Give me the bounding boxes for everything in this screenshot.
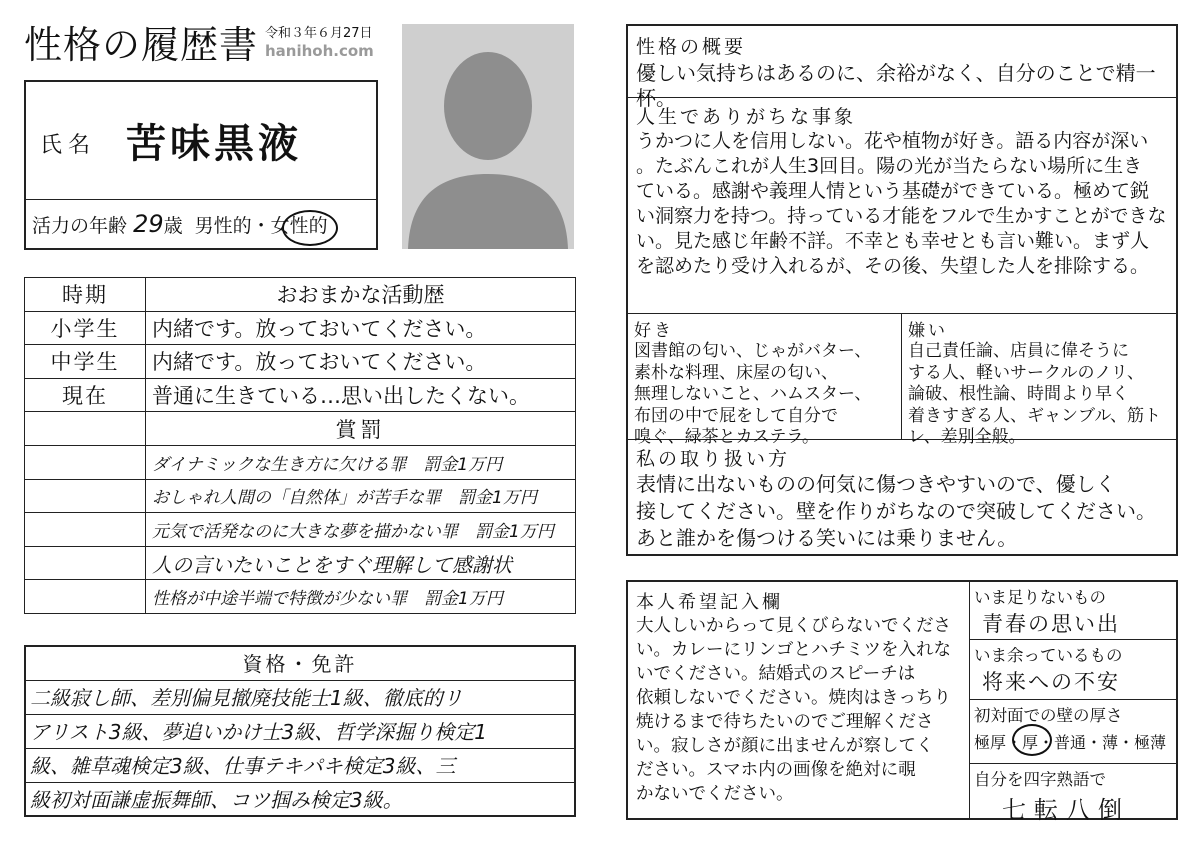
- overview-title: 性格の概要: [636, 36, 747, 58]
- dislikes-line: 着きすぎる人、ギャンブル、筋ト: [908, 405, 1161, 426]
- wishes-line: いでください。結婚式のスピーチは: [636, 664, 916, 684]
- table-row: [25, 513, 576, 547]
- license-line: 級初対面謙虚振舞師、コツ掴み検定3級。: [30, 788, 403, 812]
- age-unit: 歳: [163, 215, 183, 237]
- table-row: [25, 412, 576, 446]
- self-assessment-column: [970, 582, 1178, 824]
- page-title: 性格の履歴書: [24, 23, 259, 67]
- selection-circle: [1012, 724, 1052, 756]
- activity-cell: 内緒です。放っておいてください。: [146, 345, 576, 379]
- wishes-line: 依頼しないでください。焼肉はきっちり: [636, 688, 951, 708]
- likes-line: 無理しないこと、ハムスター、: [634, 384, 872, 404]
- likes-line: 図書館の匂い、じゃがバター、: [634, 341, 872, 361]
- wall-options: 極厚・厚・普通・薄・極薄: [974, 733, 1167, 752]
- person-silhouette-icon: [402, 24, 574, 249]
- lacking-value: 青春の思い出: [982, 612, 1120, 636]
- period-cell: 現在: [25, 378, 146, 412]
- likes-line: 布団の中で屁をして自分で: [634, 405, 838, 426]
- award-cell: おしゃれ人間の「自然体」が苦手な罪 罰金1万円: [146, 479, 576, 513]
- table-row: [25, 311, 576, 345]
- wishes-section: [628, 582, 970, 818]
- site-url: hanihoh.com: [265, 42, 374, 60]
- wall-cell: [970, 700, 1178, 764]
- empty-cell: [25, 479, 146, 513]
- wishes-line: 大人しいからって見くびらないでくださ: [636, 616, 951, 636]
- idiom-value: 七転八倒: [1002, 796, 1130, 824]
- col-period-header: 時期: [25, 278, 146, 312]
- handling-line: あと誰かを傷つける笑いには乗りません。: [636, 526, 1018, 550]
- overview-text: 優しい気持ちはあるのに、余裕がなく、自分のことで精一杯。: [636, 61, 1156, 110]
- wishes-line: い。カレーにリンゴとハチミツを入れな: [636, 640, 951, 660]
- name-box: [24, 80, 378, 250]
- name-label: 氏名: [40, 133, 97, 158]
- age-value: 29: [133, 210, 164, 238]
- overview-section: [628, 26, 1176, 110]
- wishes-line: かないでください。: [636, 784, 794, 804]
- dislikes-line: 論破、根性論、時間より早く: [908, 384, 1129, 404]
- life-events-section: [628, 98, 1176, 314]
- name-value: 苦味黒液: [126, 121, 302, 167]
- table-row: [25, 580, 576, 614]
- selection-circle: [282, 210, 338, 246]
- gender-options: 男性的・女性的: [194, 215, 328, 237]
- age-label: 活力の年齢: [32, 215, 128, 237]
- life-events-line: を認めたり受け入れるが、その後、失望した人を排除する。: [636, 255, 1150, 277]
- empty-cell: [25, 412, 146, 446]
- col-activity-header: おおまかな活動歴: [146, 278, 576, 312]
- award-cell: ダイナミックな生き方に欠ける罪 罰金1万円: [146, 445, 576, 479]
- idiom-cell: [970, 764, 1178, 824]
- award-cell: 元気で活発なのに大きな夢を描かない罪 罰金1万円: [146, 513, 576, 547]
- licenses-box: [24, 645, 576, 817]
- surplus-value: 将来への不安: [982, 670, 1120, 694]
- handling-title: 私の取り扱い方: [636, 448, 791, 470]
- surplus-cell: [970, 640, 1178, 700]
- dislikes-cell: [902, 314, 1178, 447]
- surplus-label: いま余っているもの: [974, 646, 1123, 665]
- wishes-title: 本人希望記入欄: [636, 592, 783, 613]
- likes-line: 嗅ぐ、緑茶とカステラ。: [634, 427, 819, 447]
- wishes-box: [626, 580, 1178, 824]
- likes-cell: [628, 314, 902, 447]
- life-events-line: い洞察力を持つ。持っている才能をフルで生かすことができな: [636, 205, 1167, 227]
- wall-label: 初対面での壁の厚さ: [974, 706, 1123, 725]
- handling-line: 表情に出ないものの何気に傷つきやすいので、優しく: [636, 472, 1116, 496]
- life-events-line: うかつに人を信用しない。花や植物が好き。語る内容が深い: [636, 130, 1149, 152]
- profile-photo: [402, 24, 574, 249]
- empty-cell: [25, 445, 146, 479]
- personality-box: [626, 24, 1178, 556]
- empty-cell: [25, 580, 146, 614]
- dislikes-line: レ、差別全般。: [908, 427, 1026, 447]
- likes-line: 素朴な料理、床屋の匂い、: [634, 362, 838, 383]
- table-row: [25, 546, 576, 580]
- table-row: [25, 378, 576, 412]
- handling-section: [628, 440, 1176, 556]
- period-cell: 小学生: [25, 311, 146, 345]
- likes-title: 好き: [634, 321, 674, 341]
- life-events-line: ている。感謝や義理人情という基礎ができている。極めて鋭: [636, 180, 1150, 202]
- activity-cell: 普通に生きている…思い出したくない。: [146, 378, 576, 412]
- activity-cell: 内緒です。放っておいてください。: [146, 311, 576, 345]
- wishes-line: 焼けるまで待ちたいのでご理解くださ: [636, 712, 934, 732]
- wishes-line: い。寂しさが顔に出ませんが察してく: [636, 736, 934, 756]
- license-line: 二級寂し師、差別偏見撤廃技能士1級、徹底的リ: [26, 681, 574, 715]
- idiom-label: 自分を四字熟語で: [974, 770, 1106, 789]
- lacking-cell: [970, 582, 1178, 640]
- wishes-line: ださい。スマホ内の画像を絶対に覗: [636, 760, 916, 780]
- dislikes-title: 嫌い: [908, 321, 948, 341]
- dislikes-line: する人、軽いサークルのノリ、: [908, 362, 1144, 383]
- lacking-label: いま足りないもの: [974, 588, 1106, 607]
- handling-line: 接してください。壁を作りがちなので突破してください。: [636, 499, 1156, 523]
- table-row: [25, 345, 576, 379]
- likes-dislikes-section: [628, 314, 1176, 447]
- table-row: [25, 479, 576, 513]
- empty-cell: [25, 546, 146, 580]
- table-row: [25, 445, 576, 479]
- life-events-line: 。たぶんこれが人生3回目。陽の光が当たらない場所に生き: [636, 155, 1143, 177]
- licenses-header: 資格・免許: [26, 647, 574, 681]
- award-cell: 性格が中途半端で特徴が少ない罪 罰金1万円: [146, 580, 576, 614]
- life-events-line: い。見た感じ年齢不詳。不幸とも幸せとも言い難い。まず人: [636, 230, 1150, 252]
- life-events-title: 人生でありがちな事象: [636, 106, 857, 128]
- dislikes-line: 自己責任論、店員に偉そうに: [908, 341, 1129, 361]
- award-header: 賞罰: [146, 412, 576, 446]
- empty-cell: [25, 513, 146, 547]
- date: 令和３年６月27日: [265, 26, 373, 41]
- name-row: [26, 82, 376, 200]
- history-table: [24, 277, 576, 614]
- table-row: [25, 278, 576, 312]
- award-cell: 人の言いたいことをすぐ理解して感謝状: [146, 546, 576, 580]
- license-line: アリスト3級、夢追いかけ士3級、哲学深掘り検定1: [26, 715, 574, 749]
- period-cell: 中学生: [25, 345, 146, 379]
- license-line: 級、雑草魂検定3級、仕事テキパキ検定3級、三: [26, 749, 574, 783]
